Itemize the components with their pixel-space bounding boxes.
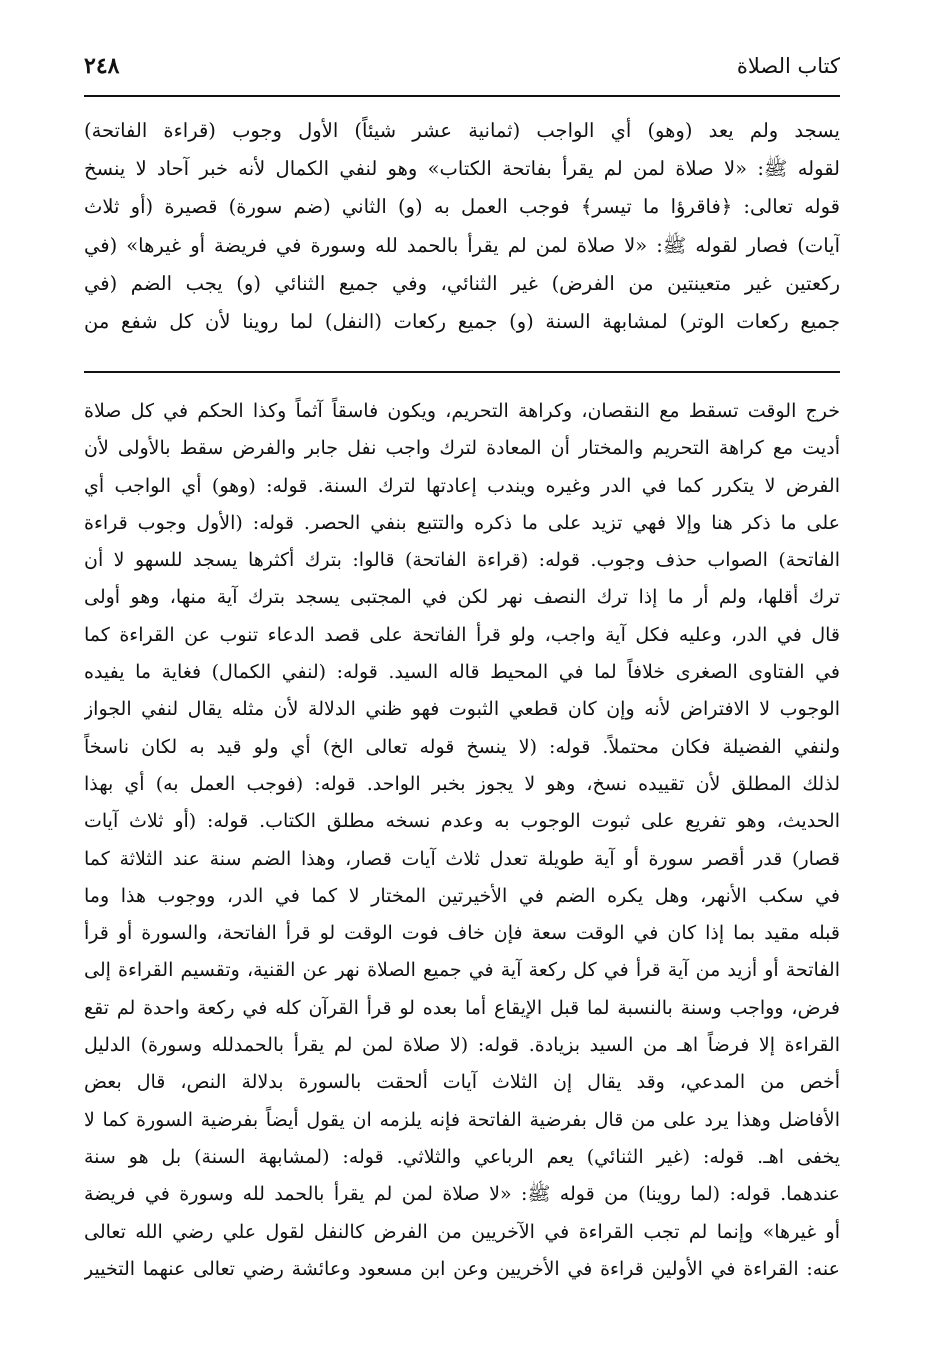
section-divider-rule [84,371,840,373]
sharh-line: عنه: القراءة في الأولين قراءة في الأخريين وعن ابن مسعود وعائشة رضي تعالى عنهما التخيير [84,1257,840,1280]
sharh-line: قال في الدر، وعليه فكل آية واجب، ولو قرأ الفاتحة على قصد الدعاء تنوب عن القراءة كما [84,623,840,646]
sharh-line: يخفى اهـ. قوله: (غير الثنائي) يعم الرباعي والثلاثي. قوله: (لمشابهة السنة) بل هو سنة [84,1145,840,1168]
sharh-line: أو غيرها» وإنما لم تجب القراءة في الآخريين من الفرض كالنفل لقول علي رضي الله تعالى [84,1220,840,1243]
sharh-line: ترك أقلها، ولم أر ما إذا ترك النصف نهر لكن في المجتبى يسجد بترك آية منها، وهو أولى [84,586,840,609]
sharh-line: قصار) قدر أقصر سورة أو آية طويلة تعدل ثلاث آيات قصار، وهذا الضم سنة عند الثلاثة كما [84,847,840,870]
matn-line: ركعتين غير متعينتين من الفرض) غير الثنائي، وفي جميع الثنائي (و) يجب الضم (في [84,271,840,295]
matn-line: جميع ركعات الوتر) لمشابهة السنة (و) جميع ركعات (النفل) لما روينا لأن كل شفع من [84,309,840,333]
header-rule [84,95,840,97]
sharh-line: القراءة إلا فرضاً اهـ من السيد بزيادة. قوله: (لا صلاة لمن لم يقرأ بالحمدلله وسورة) الدليل [84,1034,840,1057]
sharh-line: في الفتاوى الصغرى خلافاً لما في المحيط قاله السيد. قوله: (لنفي الكمال) فغاية ما يفيده [84,661,840,684]
matn-line: قوله تعالى: ﴿فاقرؤا ما تيسر﴾ فوجب العمل به (و) الثاني (ضم سورة) قصيرة (أو ثلاث [84,195,840,219]
sharh-line: خرج الوقت تسقط مع النقصان، وكراهة التحريم، ويكون فاسقاً آثماً وكذا الحكم في كل صلاة [84,400,840,422]
running-title: كتاب الصلاة [736,54,840,78]
sharh-line: ولنفي الفضيلة فكان محتملاً. قوله: (لا ينسخ قوله تعالى الخ) أي ولو قيد به لكان ناسخاً [84,735,840,758]
sharh-line: في سكب الأنهر، وهل يكره الضم في الأخيرتين المختار لا كما في الدر، ووجوب هذا وما [84,884,840,907]
commentary-text-sharh [84,393,840,1288]
sharh-line: الحديث، وهو تفريع على ثبوت الوجوب به وعدم نسخه مطلق الكتاب. قوله: (أو ثلاث آيات [84,810,840,833]
sharh-line: الفرض لا يتكرر كما في الدر وغيره ويندب إعادتها لترك السنة. قوله: (وهو) أي الواجب أي [84,474,840,497]
sharh-line: الفاتحة) الصواب حذف وجوب. قوله: (قراءة الفاتحة) قالوا: بترك أكثرها يسجد للسهو لا أن [84,549,840,572]
sharh-line: الوجوب لا الافتراض لأنه وإن كان قطعي الثبوت فهو ظني الدلالة لأن مثله يقال لنفي الجواز [84,698,840,721]
sharh-line: أديت مع كراهة التحريم والمختار أن المعادة لترك واجب نفل جابر والفرض سقط بالأولى لأن [84,437,840,460]
sharh-line: لذلك المطلق لأن تقييده نسخ، وهو لا يجوز بخبر الواحد. قوله: (فوجب العمل به) أي بهذا [84,772,840,795]
main-text-matn [84,112,840,341]
sharh-line: على ما ذكر هنا وإلا فهي تزيد على ما ذكره والتتبع بنفي الحصر. قوله: (الأول وجوب قراءة [84,511,840,534]
sharh-line: فرض، وواجب وسنة بالنسبة لما قبل الإيقاع أما بعده لو قرأ القرآن كله في ركعة واحدة لم تقع [84,996,840,1019]
matn-line: يسجد ولم يعد (وهو) أي الواجب (ثمانية عشر شيئاً) الأول وجوب (قراءة الفاتحة) [84,119,840,142]
sharh-line: الأفاضل وهذا يرد على من قال بفرضية الفاتحة فإنه يلزمه ان يقول أيضاً بفرضية السورة كما لا [84,1108,840,1131]
sharh-line: الفاتحة أو أزيد من آية قرأ في كل ركعة آية في جميع الصلاة نهر عن القنية، وتقسيم القراءة إلى [84,959,840,982]
sharh-line: عندهما. قوله: (لما روينا) من قوله ﷺ: «لا صلاة لمن لم يقرأ بالحمد لله وسورة في فريضة [84,1183,840,1206]
matn-line: آيات) فصار لقوله ﷺ: «لا صلاة لمن لم يقرأ بالحمد لله وسورة في فريضة أو غيرها» (في [84,233,840,257]
page-header [84,44,840,88]
sharh-line: قبله مقيد بما إذا كان في الوقت سعة فإن خاف فوت الوقت لو قرأ الفاتحة، والسورة أو قرأ [84,922,840,945]
sharh-line: أخص من المدعي، وقد يقال إن الثلاث آيات ألحقت بالسورة بدلالة النص، قال بعض [84,1071,840,1094]
page-number: ٢٤٨ [84,53,120,79]
matn-line: لقوله ﷺ: «لا صلاة لمن لم يقرأ بفاتحة الكتاب» وهو لنفي الكمال لأنه خبر آحاد لا ينسخ [84,157,840,181]
